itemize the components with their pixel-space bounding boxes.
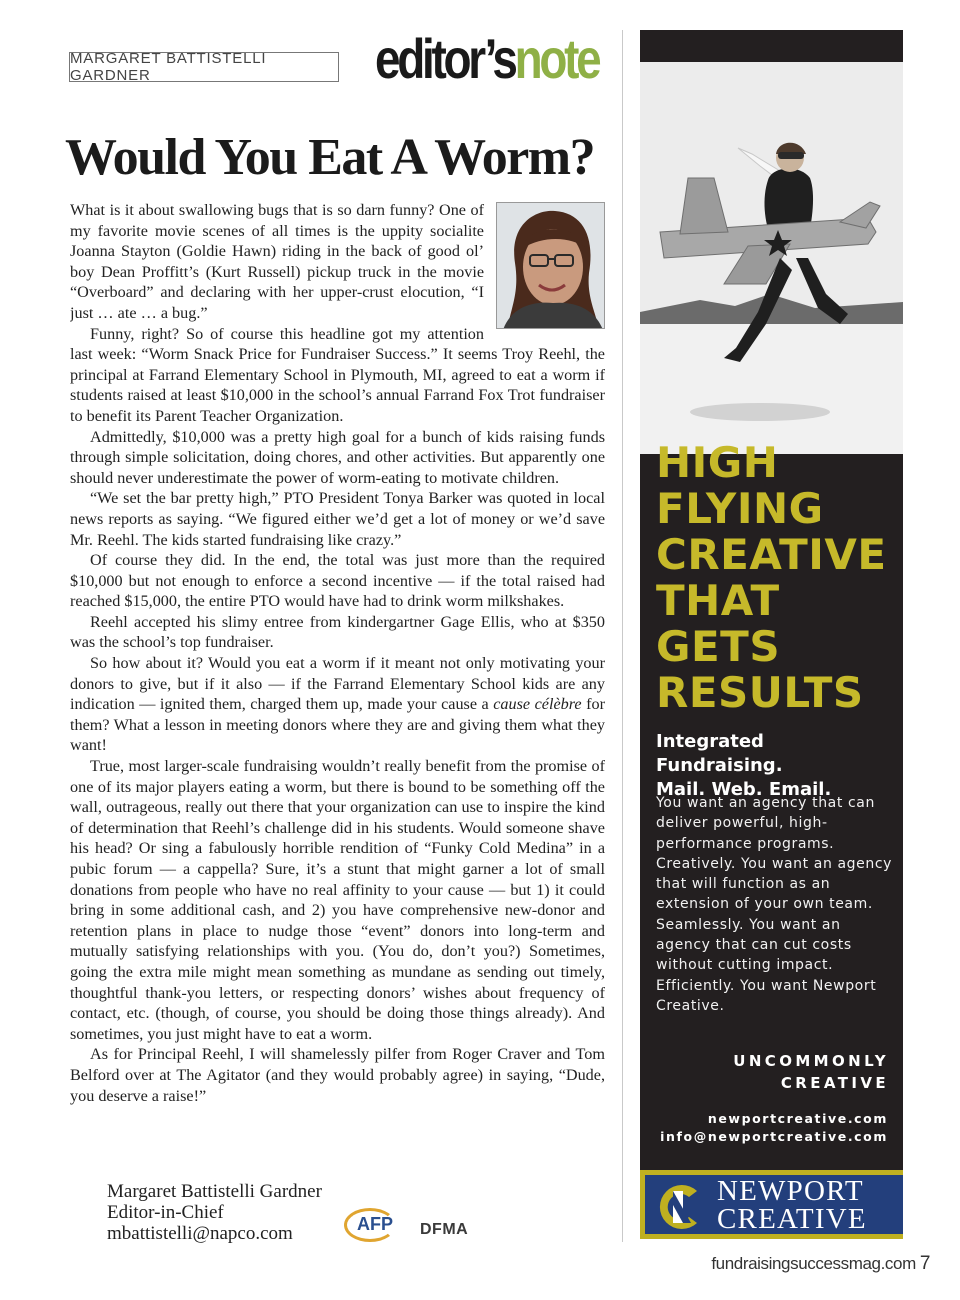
ad-headline-line: THAT bbox=[656, 576, 780, 625]
ad-body-text: You want an agency that can deliver powerful, high-performance programs. Creatively. You want an agency that will function as an extension of your own team. Seamlessly. You want an agency that can cut costs without cutting impact. Efficiently. You want Newport Creative. bbox=[656, 795, 893, 1014]
article-paragraph: Admittedly, $10,000 was a pretty high goal for a bunch of kids raising funds through simple solicitation, doing chores, and other activities. But apparently one should never underestimate the power of worm-eating to motivate children. bbox=[70, 427, 605, 487]
afp-logo-text: AFP bbox=[357, 1214, 393, 1234]
author-photo bbox=[496, 202, 605, 329]
dfma-logo: DFMA bbox=[420, 1221, 469, 1238]
signoff-email[interactable]: mbattistelli@napco.com bbox=[107, 1223, 293, 1244]
ad-tagline-line: CREATIVE bbox=[780, 1074, 889, 1092]
newport-creative-ad[interactable] bbox=[640, 30, 903, 1239]
ad-headline-line: CREATIVE bbox=[656, 530, 887, 579]
article-paragraph: As for Principal Reehl, I will shamelessly pilfer from Roger Craver and Tom Belford over at The Agitator (and they would probably agree) in saying, “Dude, you deserve a raise!” bbox=[70, 1045, 605, 1105]
logo-panel bbox=[645, 1175, 903, 1234]
page-footer bbox=[711, 1253, 930, 1275]
afp-logo bbox=[344, 1208, 396, 1242]
article-paragraph: True, most larger-scale fundraising wouldn’t really benefit from the promise of one of its major players eating a worm, but there is bound to be something off the wall, outrageous, really out there that your organization can use to inspire the kind of determination that Reehl’s challenge did in his students. Would someone shave his head? Or sing a fabulously horrible rendition of “Funky Cold Medina” in a pubic forum — a cappella? Sure, it’s a stunt that might garner a lot of small donations from people who have no real affinity to your cause — but 1) it could bring in some additional cash, and 2) you have comprehensive new-donor and retention plans in place to nudge those “event” donors into long-term and mutually satisfying relationships with you. (You do, don’t you?) Sometimes, going the extra mile might mean something as mundane as sending out timely, thoughtful thank-you letters, or respecting donors’ wishes about frequency of contact, etc. (though, of course, you should be doing those things already). And sometimes, you just might have to eat a worm. bbox=[70, 757, 605, 1043]
article-paragraph: Funny, right? So of course this headline got my attention last week: “Worm Snack Price for Fundraiser Success.” It seems Troy Reehl, the principal at Farrand Elementary School in Plymouth, MI, agreed to eat a worm if students raised at least $10,000 in the school’s annual Farrand Fox Trot fundraiser to benefit its Parent Teacher Organization. bbox=[70, 324, 605, 425]
ad-photo bbox=[640, 62, 903, 454]
ad-email-link[interactable]: info@newportcreative.com bbox=[660, 1129, 888, 1144]
masthead-note: note bbox=[514, 27, 599, 90]
signoff-title: Editor-in-Chief bbox=[107, 1202, 224, 1223]
article-headline: Would You Eat A Worm? bbox=[65, 129, 595, 186]
author-byline: MARGARET BATTISTELLI GARDNER bbox=[70, 50, 267, 84]
footer-site[interactable]: fundraisingsuccessmag.com bbox=[711, 1254, 916, 1273]
ad-contact bbox=[660, 1110, 888, 1146]
article-paragraph: “We set the bar pretty high,” PTO President Tonya Barker was quoted in local news reports as saying. “We figured either we’d get a lot of money or we’d save Mr. Reehl. The kids started fundraising like crazy.” bbox=[70, 489, 605, 549]
ad-subhead-line: Mail. Web. Email. bbox=[656, 779, 832, 800]
logo-word: NEWPORT bbox=[717, 1175, 864, 1207]
ad-headline-line: RESULTS bbox=[656, 668, 864, 717]
article-paragraph: Reehl accepted his slimy entree from kindergartner Gage Ellis, who at $350 was the school’s top fundraiser. bbox=[70, 612, 605, 652]
author-portrait-icon bbox=[497, 203, 605, 329]
ad-headline bbox=[656, 440, 896, 716]
ad-website-link[interactable]: newportcreative.com bbox=[707, 1111, 888, 1126]
ad-headline-line: FLYING bbox=[656, 484, 824, 533]
ad-headline-line: HIGH bbox=[656, 438, 779, 487]
paragraph-text: for them? What a lesson in meeting donors where they are and giving them what they want! bbox=[70, 695, 605, 755]
masthead-editors: editor’s bbox=[375, 27, 515, 90]
ad-tagline-line: UNCOMMONLY bbox=[733, 1052, 889, 1070]
article-paragraph bbox=[70, 653, 605, 756]
ad-headline-line: GETS bbox=[656, 622, 781, 671]
ad-subhead bbox=[656, 730, 896, 802]
signoff-name: Margaret Battistelli Gardner bbox=[107, 1181, 322, 1202]
article-body bbox=[70, 200, 605, 1175]
ad-subhead-line: Integrated Fundraising. bbox=[656, 731, 783, 776]
rocket-man-illustration-icon bbox=[640, 62, 903, 454]
signoff-block bbox=[107, 1181, 322, 1244]
column-divider bbox=[622, 30, 623, 1242]
italic-phrase: cause célèbre bbox=[493, 695, 582, 714]
article-paragraph: What is it about swallowing bugs that is so darn funny? One of my favorite movie scenes of all times is the uppity socialite Joanna Stayton (Goldie Hawn) riding in the back of good ol’ boy Dean Proffitt’s (Kurt Russell) pickup truck in the movie “Overboard” and declaring with her upper-crust elocution, “I just … ate … a bug.” bbox=[70, 201, 484, 322]
newport-creative-logo bbox=[640, 1170, 903, 1239]
masthead-logo bbox=[375, 26, 598, 88]
logo-wordmark bbox=[717, 1177, 867, 1233]
ad-tagline bbox=[733, 1050, 889, 1094]
page-number: 7 bbox=[919, 1253, 930, 1274]
newport-logo-mark-icon bbox=[651, 1181, 703, 1233]
paragraph-text: So how about it? Would you eat a worm if it meant not only motivating your donors to give, but if it also — if the Farrand Elementary School kids are any indication — ignited them, charged them up, made your cause a bbox=[70, 654, 605, 714]
article-paragraph: Of course they did. In the end, the total was just more than the required $10,000 but not enough to enforce a second incentive — if the total raised had reached $15,000, the entire PTO would have had to drink worm milkshakes. bbox=[70, 551, 605, 611]
author-byline-box bbox=[69, 52, 339, 82]
logo-word: CREATIVE bbox=[717, 1203, 867, 1235]
